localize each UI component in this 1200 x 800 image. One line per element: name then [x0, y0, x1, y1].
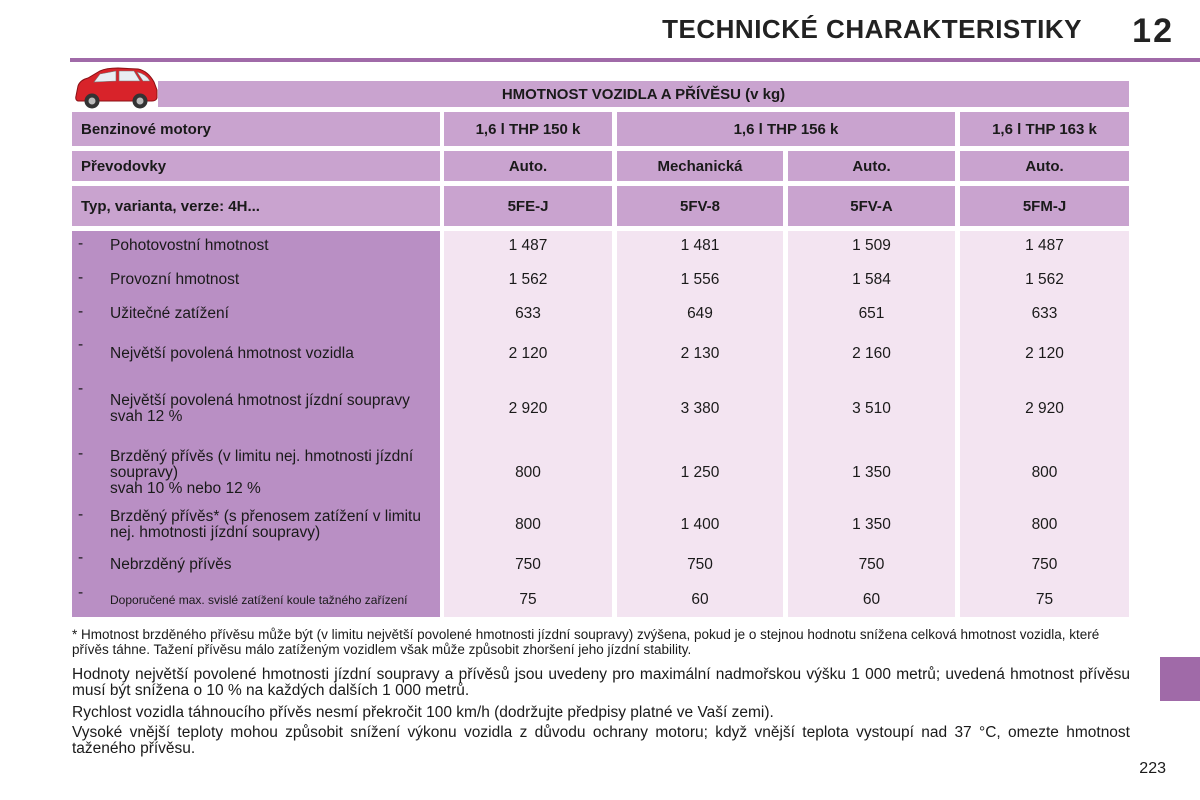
gearbox-cell: Auto. — [444, 151, 612, 181]
row-dash: - — [78, 506, 84, 523]
value-cell: 1 250 — [680, 464, 720, 481]
gearbox-header: Převodovky — [72, 151, 440, 181]
value-cell: 75 — [519, 591, 537, 608]
row-dash: - — [78, 269, 84, 286]
row-dash: - — [78, 549, 84, 566]
row-label-text: Užitečné zatížení — [110, 305, 229, 322]
value-cell: 1 487 — [1025, 237, 1064, 254]
row-label-text: Brzděný přívěs (v limitu nej. hmotnosti jízdní soupravy) svah 10 % nebo 12 % — [110, 448, 414, 497]
value-cell: 2 120 — [508, 345, 548, 362]
value-cell: 2 130 — [680, 345, 720, 362]
chapter-number: 12 — [1132, 12, 1174, 50]
value-cell: 3 380 — [680, 400, 720, 417]
row-dash: - — [78, 235, 84, 252]
value-cell: 1 400 — [680, 516, 720, 533]
row-label — [72, 236, 438, 256]
row-label — [72, 446, 438, 500]
value-cell: 2 120 — [1025, 345, 1064, 362]
row-dash: - — [78, 303, 84, 320]
gearbox-cell: Auto. — [788, 151, 955, 181]
footnote: * Hmotnost brzděného přívěsu může být (v limitu největší povolené hmotnosti jízdní soupravy) zvýšena, pokud je o stejnou hodnotu snížena celková hmotnost vozidla, které přívěs táhne. Tažení přívěsu málo zatíženým vozidlem však může způsobit zhoršení jeho jízdní stability. — [72, 627, 1100, 657]
row-label — [72, 550, 438, 580]
row-label-text: Největší povolená hmotnost jízdní soupravy svah 12 % — [110, 392, 410, 425]
row-dash: - — [78, 584, 84, 601]
value-cell: 1 350 — [852, 516, 891, 533]
row-dash: - — [78, 380, 84, 397]
value-cell: 800 — [515, 464, 541, 481]
red-car-icon — [70, 66, 160, 110]
value-cell: 651 — [858, 305, 885, 322]
row-dash: - — [78, 445, 84, 462]
value-cell: 3 510 — [852, 400, 891, 417]
value-cell: 2 920 — [1025, 400, 1064, 417]
paragraph-temperature: Vysoké vnější teploty mohou způsobit snížení výkonu vozidla z důvodu ochrany motoru; když vnější teplota vystoupí nad 37 °C, omezte hmotnost taženého přívěsu. — [72, 724, 1130, 757]
row-label-text: Pohotovostní hmotnost — [110, 237, 269, 254]
row-label-text: Provozní hmotnost — [110, 271, 240, 288]
row-label — [72, 381, 438, 437]
value-cell: 2 160 — [852, 345, 891, 362]
value-cell: 1 481 — [680, 237, 720, 254]
value-cell: 800 — [1031, 464, 1058, 481]
row-label — [72, 337, 438, 371]
value-cell: 750 — [858, 556, 885, 573]
paragraph-speed: Rychlost vozidla táhnoucího přívěs nesmí překročit 100 km/h (dodržujte předpisy platné ve Vaší zemi). — [72, 704, 774, 721]
value-cell: 750 — [515, 556, 541, 573]
engine-header-156: 1,6 l THP 156 k — [617, 112, 955, 146]
engine-header-150: 1,6 l THP 150 k — [444, 112, 612, 146]
value-cell: 60 — [691, 591, 709, 608]
type-cell: 5FV-A — [788, 186, 955, 226]
gearbox-cell: Mechanická — [617, 151, 783, 181]
engine-header-163: 1,6 l THP 163 k — [960, 112, 1129, 146]
row-dash: - — [78, 336, 84, 353]
type-cell: 5FM-J — [960, 186, 1129, 226]
row-label — [72, 304, 438, 324]
title-rule — [70, 58, 1200, 62]
value-cell: 1 509 — [852, 237, 891, 254]
row-label-text: Doporučené max. svislé zatížení koule tažného zařízení — [110, 593, 408, 607]
value-cell: 1 562 — [508, 271, 548, 288]
page-number: 223 — [1139, 760, 1166, 777]
table-caption: HMOTNOST VOZIDLA A PŘÍVĚSU (v kg) — [158, 81, 1129, 107]
gearbox-cell: Auto. — [960, 151, 1129, 181]
paragraph-altitude: Hodnoty největší povolené hmotnosti jízdní soupravy a přívěsů jsou uvedeny pro maximální nadmořskou výšku 1 000 metrů; uvedená hmotnost přívěsu musí být snížena o 10 % na každých dalších 1 000 metrů. — [72, 666, 1130, 699]
value-cell: 1 556 — [680, 271, 720, 288]
row-label — [72, 507, 438, 543]
page-title: TECHNICKÉ CHARAKTERISTIKY — [662, 14, 1082, 44]
value-cell: 2 920 — [508, 400, 548, 417]
row-label-text: Brzděný přívěs* (s přenosem zatížení v limitu nej. hmotnosti jízdní soupravy) — [110, 508, 421, 541]
value-cell: 75 — [1035, 591, 1054, 608]
value-cell: 750 — [1031, 556, 1058, 573]
value-cell: 1 562 — [1025, 271, 1064, 288]
value-cell: 1 350 — [852, 464, 891, 481]
value-cell: 800 — [515, 516, 541, 533]
value-cell: 633 — [1031, 305, 1058, 322]
value-cell: 750 — [687, 556, 713, 573]
value-cell: 633 — [515, 305, 541, 322]
type-cell: 5FV-8 — [617, 186, 783, 226]
row-label — [72, 270, 438, 290]
type-header: Typ, varianta, verze: 4H... — [72, 186, 440, 226]
value-cell: 649 — [687, 305, 713, 322]
engines-header: Benzinové motory — [72, 112, 440, 146]
row-label — [72, 585, 438, 615]
value-cell: 60 — [862, 591, 881, 608]
row-label-text: Největší povolená hmotnost vozidla — [110, 345, 354, 362]
row-label-text: Nebrzděný přívěs — [110, 556, 232, 573]
type-cell: 5FE-J — [444, 186, 612, 226]
value-cell: 1 487 — [508, 237, 548, 254]
value-cell: 800 — [1031, 516, 1058, 533]
chapter-tab — [1160, 657, 1200, 701]
value-cell: 1 584 — [852, 271, 891, 288]
